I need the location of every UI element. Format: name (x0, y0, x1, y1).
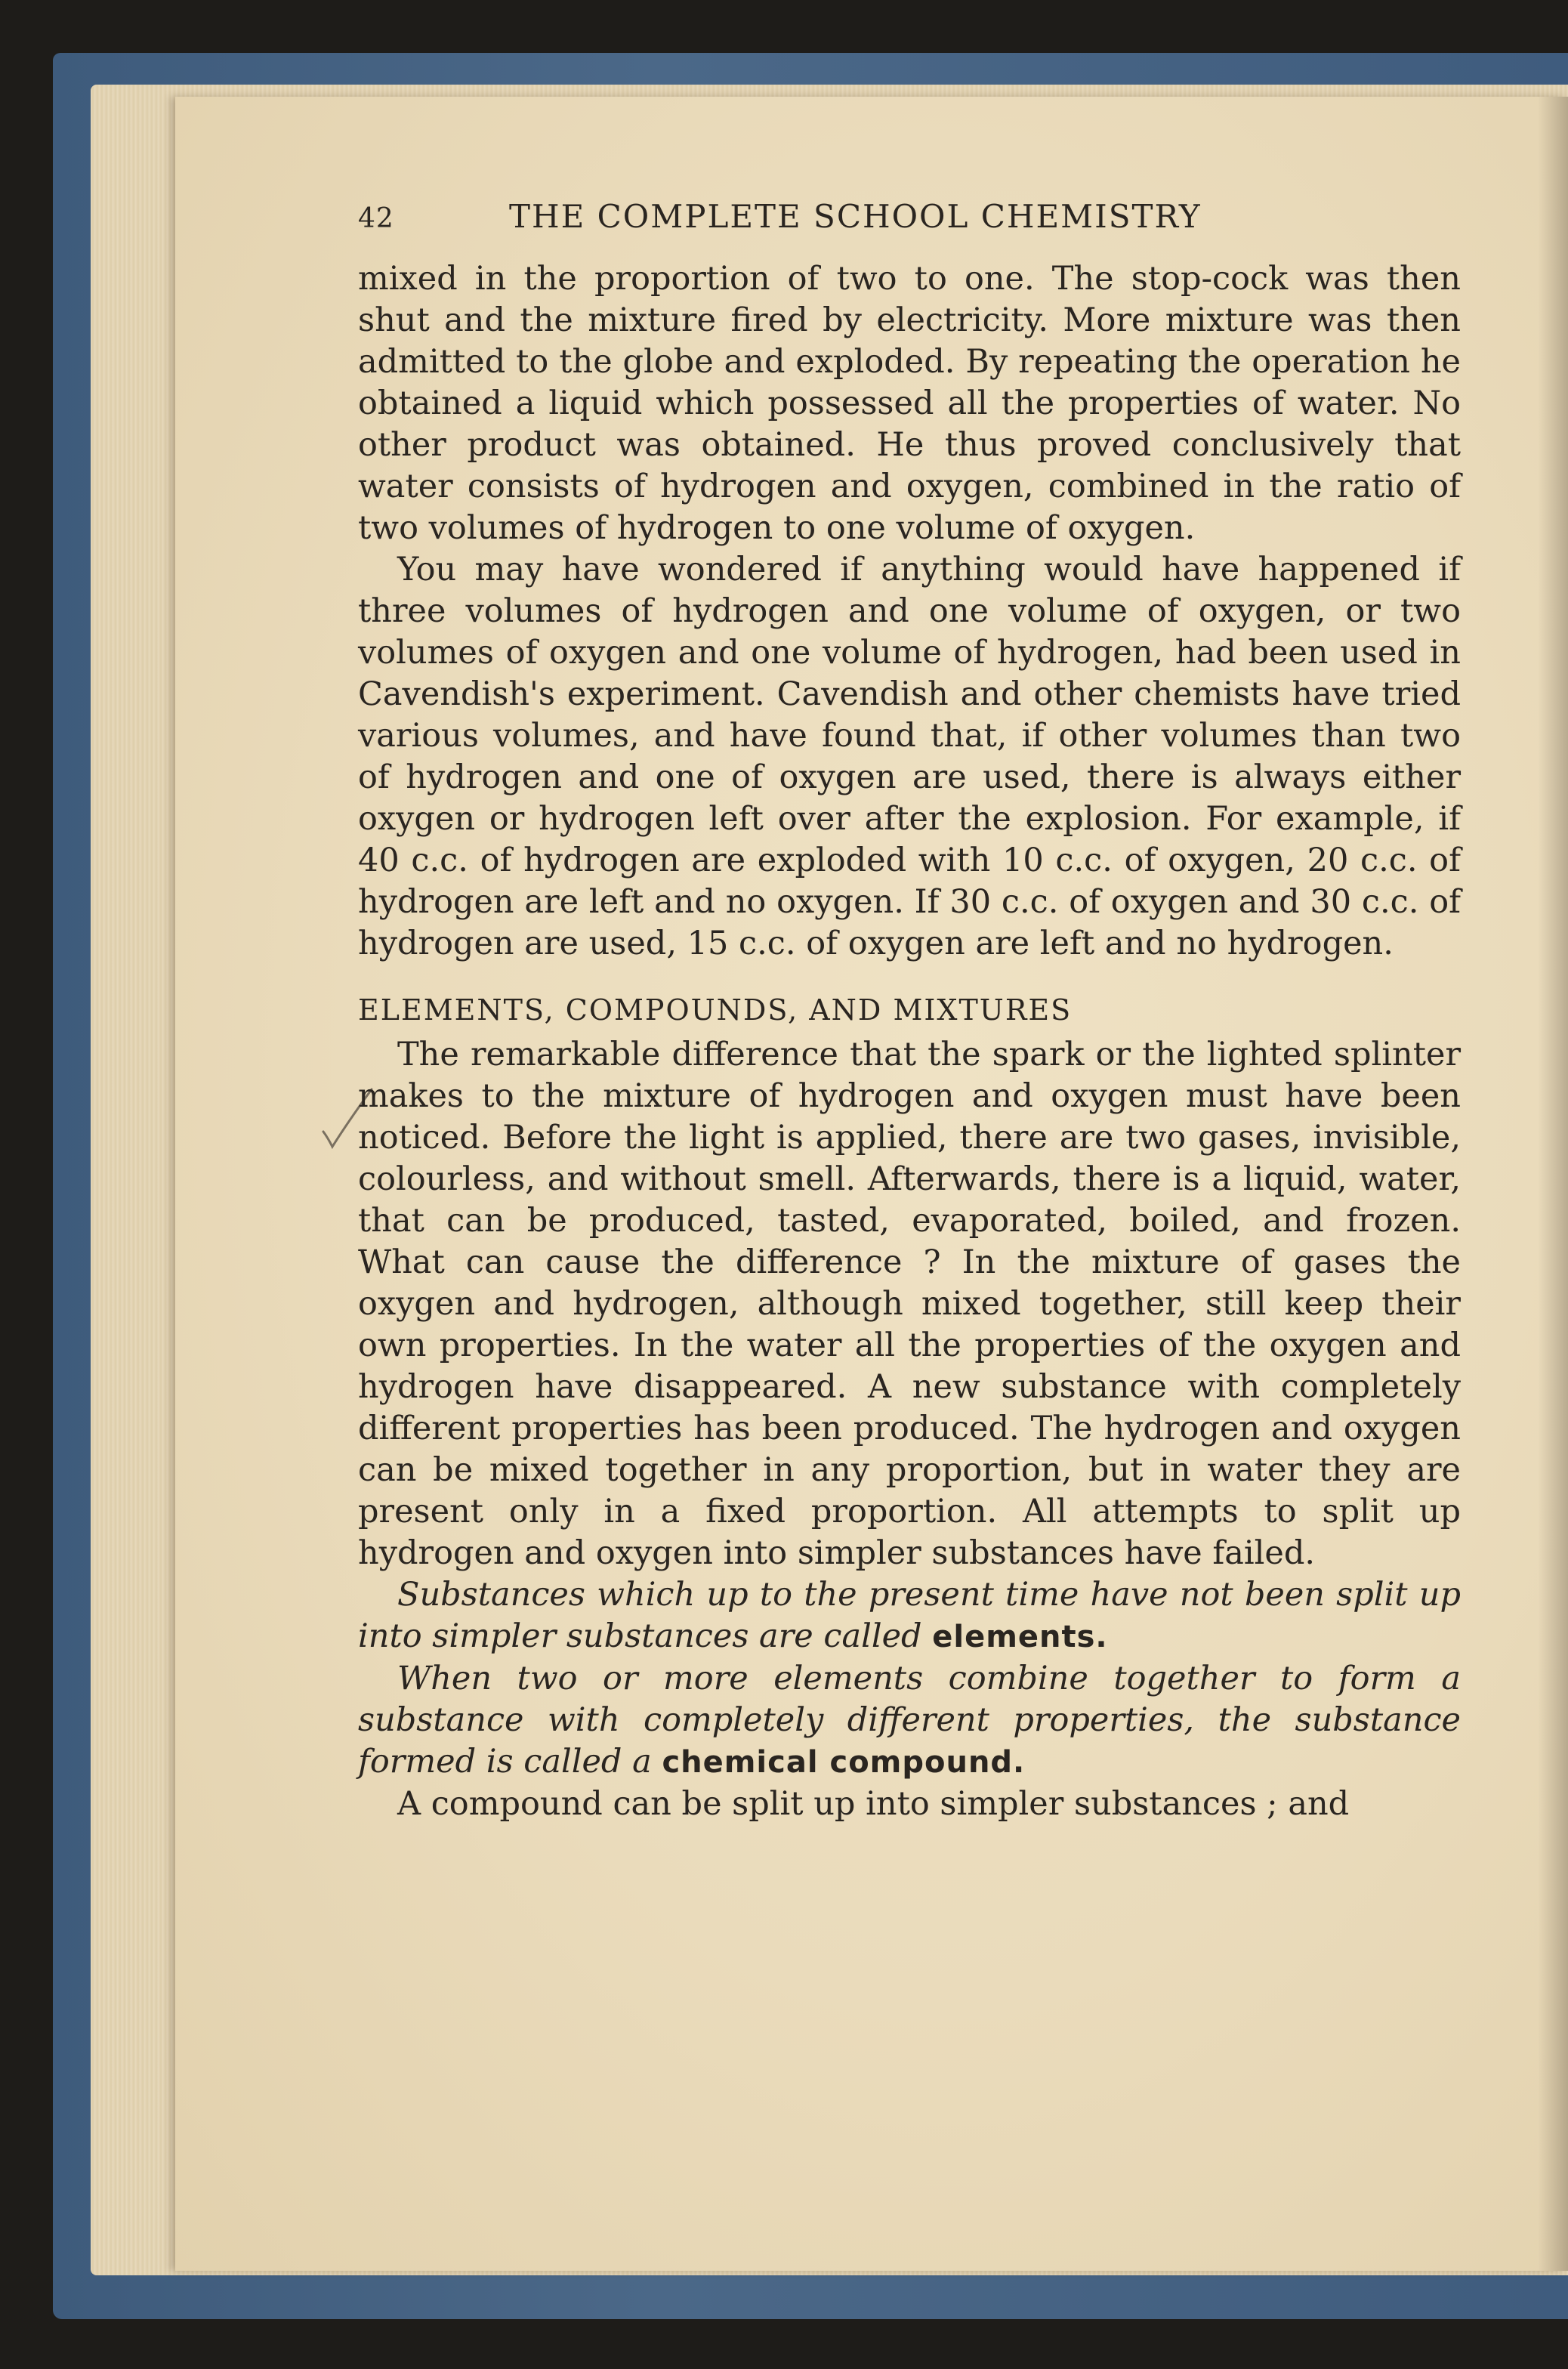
definition-compound (358, 1658, 1461, 1784)
paragraph-1: mixed in the proportion of two to one. The stop-cock was then shut and the mixture fired by electricity. More mixture was then admitted to the globe and exploded. By repeating the operation he obtained a liquid which possessed all the properties of water. No other product was obtained. He thus proved conclusively that water consists of hydrogen and oxygen, combined in the ratio of two volumes of hydrogen to one volume of oxygen. (358, 260, 1461, 547)
term-chemical-compound: chemical compound. (662, 1745, 1026, 1780)
page-content (358, 198, 1461, 1825)
term-elements: elements. (932, 1620, 1108, 1654)
definition-element-text: Substances which up to the present time have not been split up into simpler substances are called (358, 1576, 1461, 1655)
definition-compound-text: When two or more elements combine together to form a substance with completely different properties, the substance formed is called a (358, 1660, 1461, 1781)
page-header (358, 198, 1461, 258)
section-heading: ELEMENTS, COMPOUNDS, AND MIXTURES (358, 993, 1073, 1027)
page-number: 42 (358, 203, 394, 234)
running-head: THE COMPLETE SCHOOL CHEMISTRY (509, 198, 1202, 235)
final-line: A compound can be split up into simpler substances ; and (397, 1785, 1350, 1823)
paragraph-2: You may have wondered if anything would have happened if three volumes of hydrogen and one volume of oxygen, or two volumes of oxygen and one volume of hydrogen, had been used in Cavendish's experiment. Cavendish and other chemists have tried various volumes, and have found that, if other volumes than two of hydrogen and one of oxygen are used, there is always either oxygen or hydrogen left over after the explosion. For example, if 40 c.c. of hydrogen are exploded with 10 c.c. of oxygen, 20 c.c. of hydrogen are left and no oxygen. If 30 c.c. of oxygen and 30 c.c. of hydrogen are used, 15 c.c. of oxygen are left and no hydrogen. (358, 551, 1461, 962)
definition-element (358, 1574, 1461, 1658)
page-gutter-shadow (1538, 97, 1568, 2271)
section-paragraph: The remarkable difference that the spark or the lighted splinter makes to the mixture of hydrogen and oxygen must have been noticed. Before the light is applied, there are two gases, invisible, colourless, and without smell. Afterwards, there is a liquid, water, that can be produced, tasted, evaporated, boiled, and frozen. What can cause the difference ? In the mixture of gases the oxygen and hydrogen, although mixed together, still keep their own properties. In the water all the properties of the oxygen and hydrogen have disappeared. A new substance with completely different properties has been produced. The hydrogen and oxygen can be mixed together in any proportion, but in water they are present only in a fixed proportion. All attempts to split up hydrogen and oxygen into simpler substances have failed. (358, 1036, 1461, 1572)
